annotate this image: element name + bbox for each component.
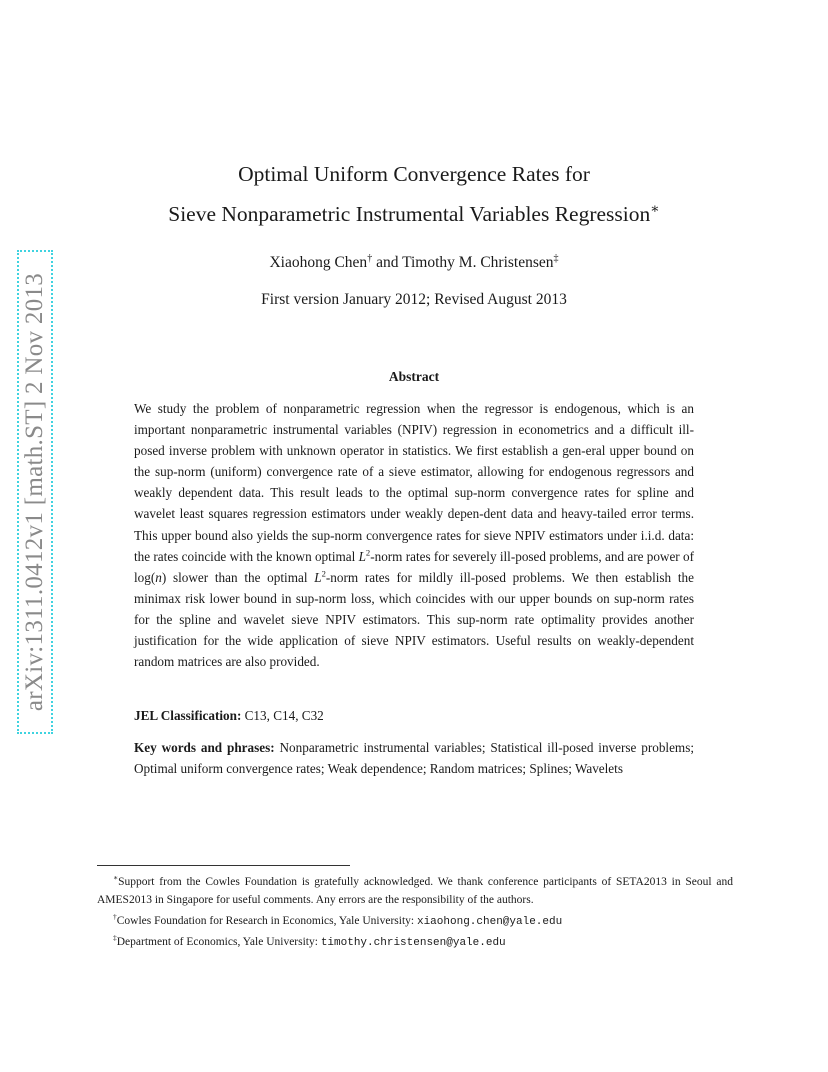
- footnote-mark: †: [113, 912, 117, 922]
- keywords-list: Nonparametric instrumental variables; Statistical ill-posed inverse problems; Optimal uniform convergence rates; Weak dependence; Random matrices; Splines; Wavelets: [134, 740, 694, 776]
- title-footnote-mark: ∗: [650, 201, 660, 217]
- footnote-acknowledgement: [97, 873, 733, 909]
- footnote-text: Department of Economics, Yale University:: [116, 936, 321, 948]
- footnote-mark: ‡: [113, 933, 117, 943]
- math-exponent: 2: [321, 568, 326, 579]
- jel-classification: [134, 708, 694, 724]
- footnote-mark: ∗: [113, 873, 119, 883]
- author-name: Timothy M. Christensen: [402, 254, 554, 271]
- math-l-norm: L: [358, 548, 366, 564]
- abstract-heading: Abstract: [388, 369, 440, 384]
- version-dates: First version January 2012; Revised August 2013: [261, 291, 567, 308]
- abstract-body: [134, 398, 694, 672]
- author-email-link[interactable]: timothy.christensen@yale.edu: [320, 937, 506, 949]
- footnote-rule: [97, 865, 350, 866]
- arxiv-identifier: arXiv:1311.0412v1 [math.ST] 2 Nov 2013: [21, 272, 48, 712]
- abstract-text: -norm rates for severely ill-posed problems, and are power of log(: [134, 548, 694, 585]
- math-exponent: 2: [365, 547, 371, 558]
- author-footnote-mark: †: [367, 252, 373, 264]
- abstract-text: ) slower than the optimal: [161, 569, 315, 585]
- author-name: Xiaohong Chen: [269, 254, 368, 271]
- keywords-label: Key words and phrases:: [134, 740, 275, 755]
- footnote-text: Cowles Foundation for Research in Economics, Yale University:: [116, 915, 417, 927]
- paper-title-text: Sieve Nonparametric Instrumental Variables Regression: [168, 202, 651, 226]
- abstract-text: We study the problem of nonparametric regression when the regressor is endogenous, which is an important nonparametric instrumental variables (NPIV) regression in econometrics and a difficult ill-posed inverse problem with unknown operator in statistics. We first establish a gen-eral upper bound on the sup-norm (uniform) convergence rate of a sieve estimator, allowing for endogenous regressors and weakly dependent data. This result leads to the optimal sup-norm convergence rates for spline and wavelet least squares regression estimators under weakly depen-dent data and heavy-tailed error terms. This upper bound also yields the sup-norm convergence rates for sieve NPIV estimators under i.i.d. data: the rates coincide with the known optimal: [134, 401, 694, 564]
- math-l-norm: L: [314, 569, 322, 585]
- jel-label: JEL Classification:: [134, 708, 242, 723]
- footnote-author-2: [113, 933, 733, 952]
- arxiv-stamp: [17, 250, 53, 734]
- keywords: [134, 737, 694, 779]
- math-n-variable: n: [155, 569, 162, 585]
- footnote-author-1: [113, 912, 733, 931]
- jel-codes: C13, C14, C32: [241, 708, 324, 723]
- author-conjunction: and: [372, 254, 403, 271]
- paper-title-line-2: [0, 202, 828, 227]
- paper-title-line-1: Optimal Uniform Convergence Rates for: [238, 162, 590, 186]
- abstract-text: -norm rates for mildly ill-posed problems. We then establish the minimax risk lower bound in sup-norm loss, which coincides with our upper bounds on sup-norm rates for the spline and wavelet sieve NPIV estimators. This sup-norm rate optimality provides another justification for the wide application of sieve NPIV estimators. Useful results on weakly-dependent random matrices are also provided.: [134, 569, 695, 670]
- author-email-link[interactable]: xiaohong.chen@yale.edu: [416, 916, 563, 928]
- footnote-text: Support from the Cowles Foundation is gratefully acknowledged. We thank conference participants of SETA2013 in Seoul and AMES2013 in Singapore for useful comments. Any errors are the responsibility of the authors.: [97, 876, 733, 906]
- author-list: [0, 254, 828, 272]
- author-footnote-mark: ‡: [553, 252, 559, 264]
